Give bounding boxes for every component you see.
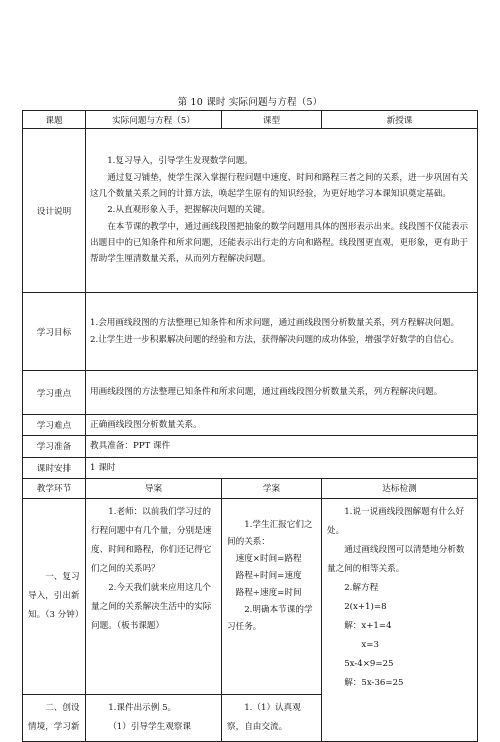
stage-one-study: [222, 498, 322, 694]
study-header: 学案: [222, 478, 322, 498]
guide-header: 导案: [86, 478, 222, 498]
difficulty-text: 正确画线段图分析数量关系。: [86, 415, 478, 436]
check-item: 5x-4×9=25: [344, 658, 394, 669]
check-item: 通过画线段图可以清楚地分析数量之间的相等关系。: [327, 544, 465, 574]
schedule-text: 1 课时: [86, 457, 478, 478]
study-item: 2.明确本节课的学习任务。: [227, 604, 313, 632]
column-header-row: [23, 478, 478, 498]
study-item: 路程÷时间=速度: [235, 570, 302, 581]
check-item: 解：5x-36=25: [344, 677, 404, 688]
objective-item: 2.让学生进一步积累解决问题的经验和方法，获得解决问题的成功体验，增强学好数学的自信心。: [90, 334, 460, 345]
difficulty-row: [23, 415, 478, 436]
guide-item: 2.今天我们就来应用这几个量之间的关系解决生活中的实际问题。（板书课题）: [91, 582, 212, 631]
objectives-label: 学习目标: [23, 293, 86, 371]
stage-two-study: [222, 694, 322, 741]
check-item: x=3: [361, 639, 379, 650]
key-points-label: 学习重点: [23, 371, 86, 415]
design-paragraph: 1.复习导入，引导学生发现数学问题。: [107, 156, 253, 167]
lesson-plan-table: [22, 110, 478, 742]
study-item: 路程÷速度=时间: [235, 587, 302, 598]
check-item: 2(x+1)=8: [344, 601, 387, 612]
objective-item: 1.会用画线段图的方法整理已知条件和所求问题，通过画线段图分析数量关系，列方程解决问题。: [90, 318, 460, 329]
stage-two-name: 二、创设情境，学习新: [23, 694, 86, 741]
design-paragraph: 通过复习铺垫，使学生深入掌握行程问题中速度、时间和路程三者之间的关系，进一步巩固有关这几个数量关系之间的计算方法，唤起学生原有的知识经验，为更好地学习本课知识奠定基础。: [90, 172, 469, 200]
design-row: [23, 129, 478, 293]
guide-item: （1）引导学生观察课: [108, 721, 191, 732]
design-label: 设计说明: [23, 129, 86, 293]
lesson-title: 第 10 课时 实际问题与方程（5）: [177, 97, 323, 108]
study-item: 1.学生汇报它们之间的关系：: [227, 519, 313, 547]
preparation-label: 学习准备: [23, 436, 86, 457]
topic-row: [23, 111, 478, 129]
key-points-row: [23, 371, 478, 415]
preparation-row: [23, 436, 478, 457]
stage-one-row: [23, 498, 478, 694]
design-paragraph: 2.从直观形象入手，把握解决问题的关键。: [107, 205, 271, 216]
design-paragraph: 在本节课的教学中，通过画线段图把抽象的数学问题用具体的图形表示出来。线段图不仅能表示出题目中的已知条件和所求问题，还能表示出行走的方向和路程。线段图更直观，更形象，更有助于帮助学生厘清数量关系，从而列方程解决问题。: [90, 221, 469, 265]
guide-item: 1.老师：以前我们学习过的行程问题中有几个量，分别是速度、时间和路程，你们还记得它们之间的关系吗？: [91, 506, 212, 574]
check-item: 2.解方程: [344, 582, 379, 593]
preparation-text: 教具准备：PPT 课件: [86, 436, 478, 457]
check-item: 1.说一说画线段图解题有什么好处。: [327, 506, 465, 536]
schedule-row: [23, 457, 478, 478]
design-content: [86, 129, 478, 293]
stage-one-check: [322, 498, 478, 741]
topic-label: 课题: [23, 111, 86, 129]
stage-one-guide: [86, 498, 222, 694]
type-value: 新授课: [322, 111, 478, 129]
study-item: 1.（1）认真观察，自由交流。: [227, 702, 301, 732]
difficulty-label: 学习难点: [23, 415, 86, 436]
objectives-content: [86, 293, 478, 371]
objectives-row: [23, 293, 478, 371]
type-label: 课型: [222, 111, 322, 129]
stage-header: 教学环节: [23, 478, 86, 498]
schedule-label: 课时安排: [23, 457, 86, 478]
study-item: 速度×时间=路程: [235, 553, 302, 564]
check-item: 解：x+1=4: [344, 620, 392, 631]
key-points-text: 用画线段图的方法整理已知条件和所求问题，通过画线段图分析数量关系，列方程解决问题。: [86, 371, 478, 415]
topic-value: 实际问题与方程（5）: [86, 111, 222, 129]
stage-two-guide: [86, 694, 222, 741]
guide-item: 1.课件出示例 5。: [108, 702, 177, 713]
stage-one-name: 一、复习导入，引出新知。（3 分钟）: [23, 498, 86, 694]
check-header: 达标检测: [322, 478, 478, 498]
